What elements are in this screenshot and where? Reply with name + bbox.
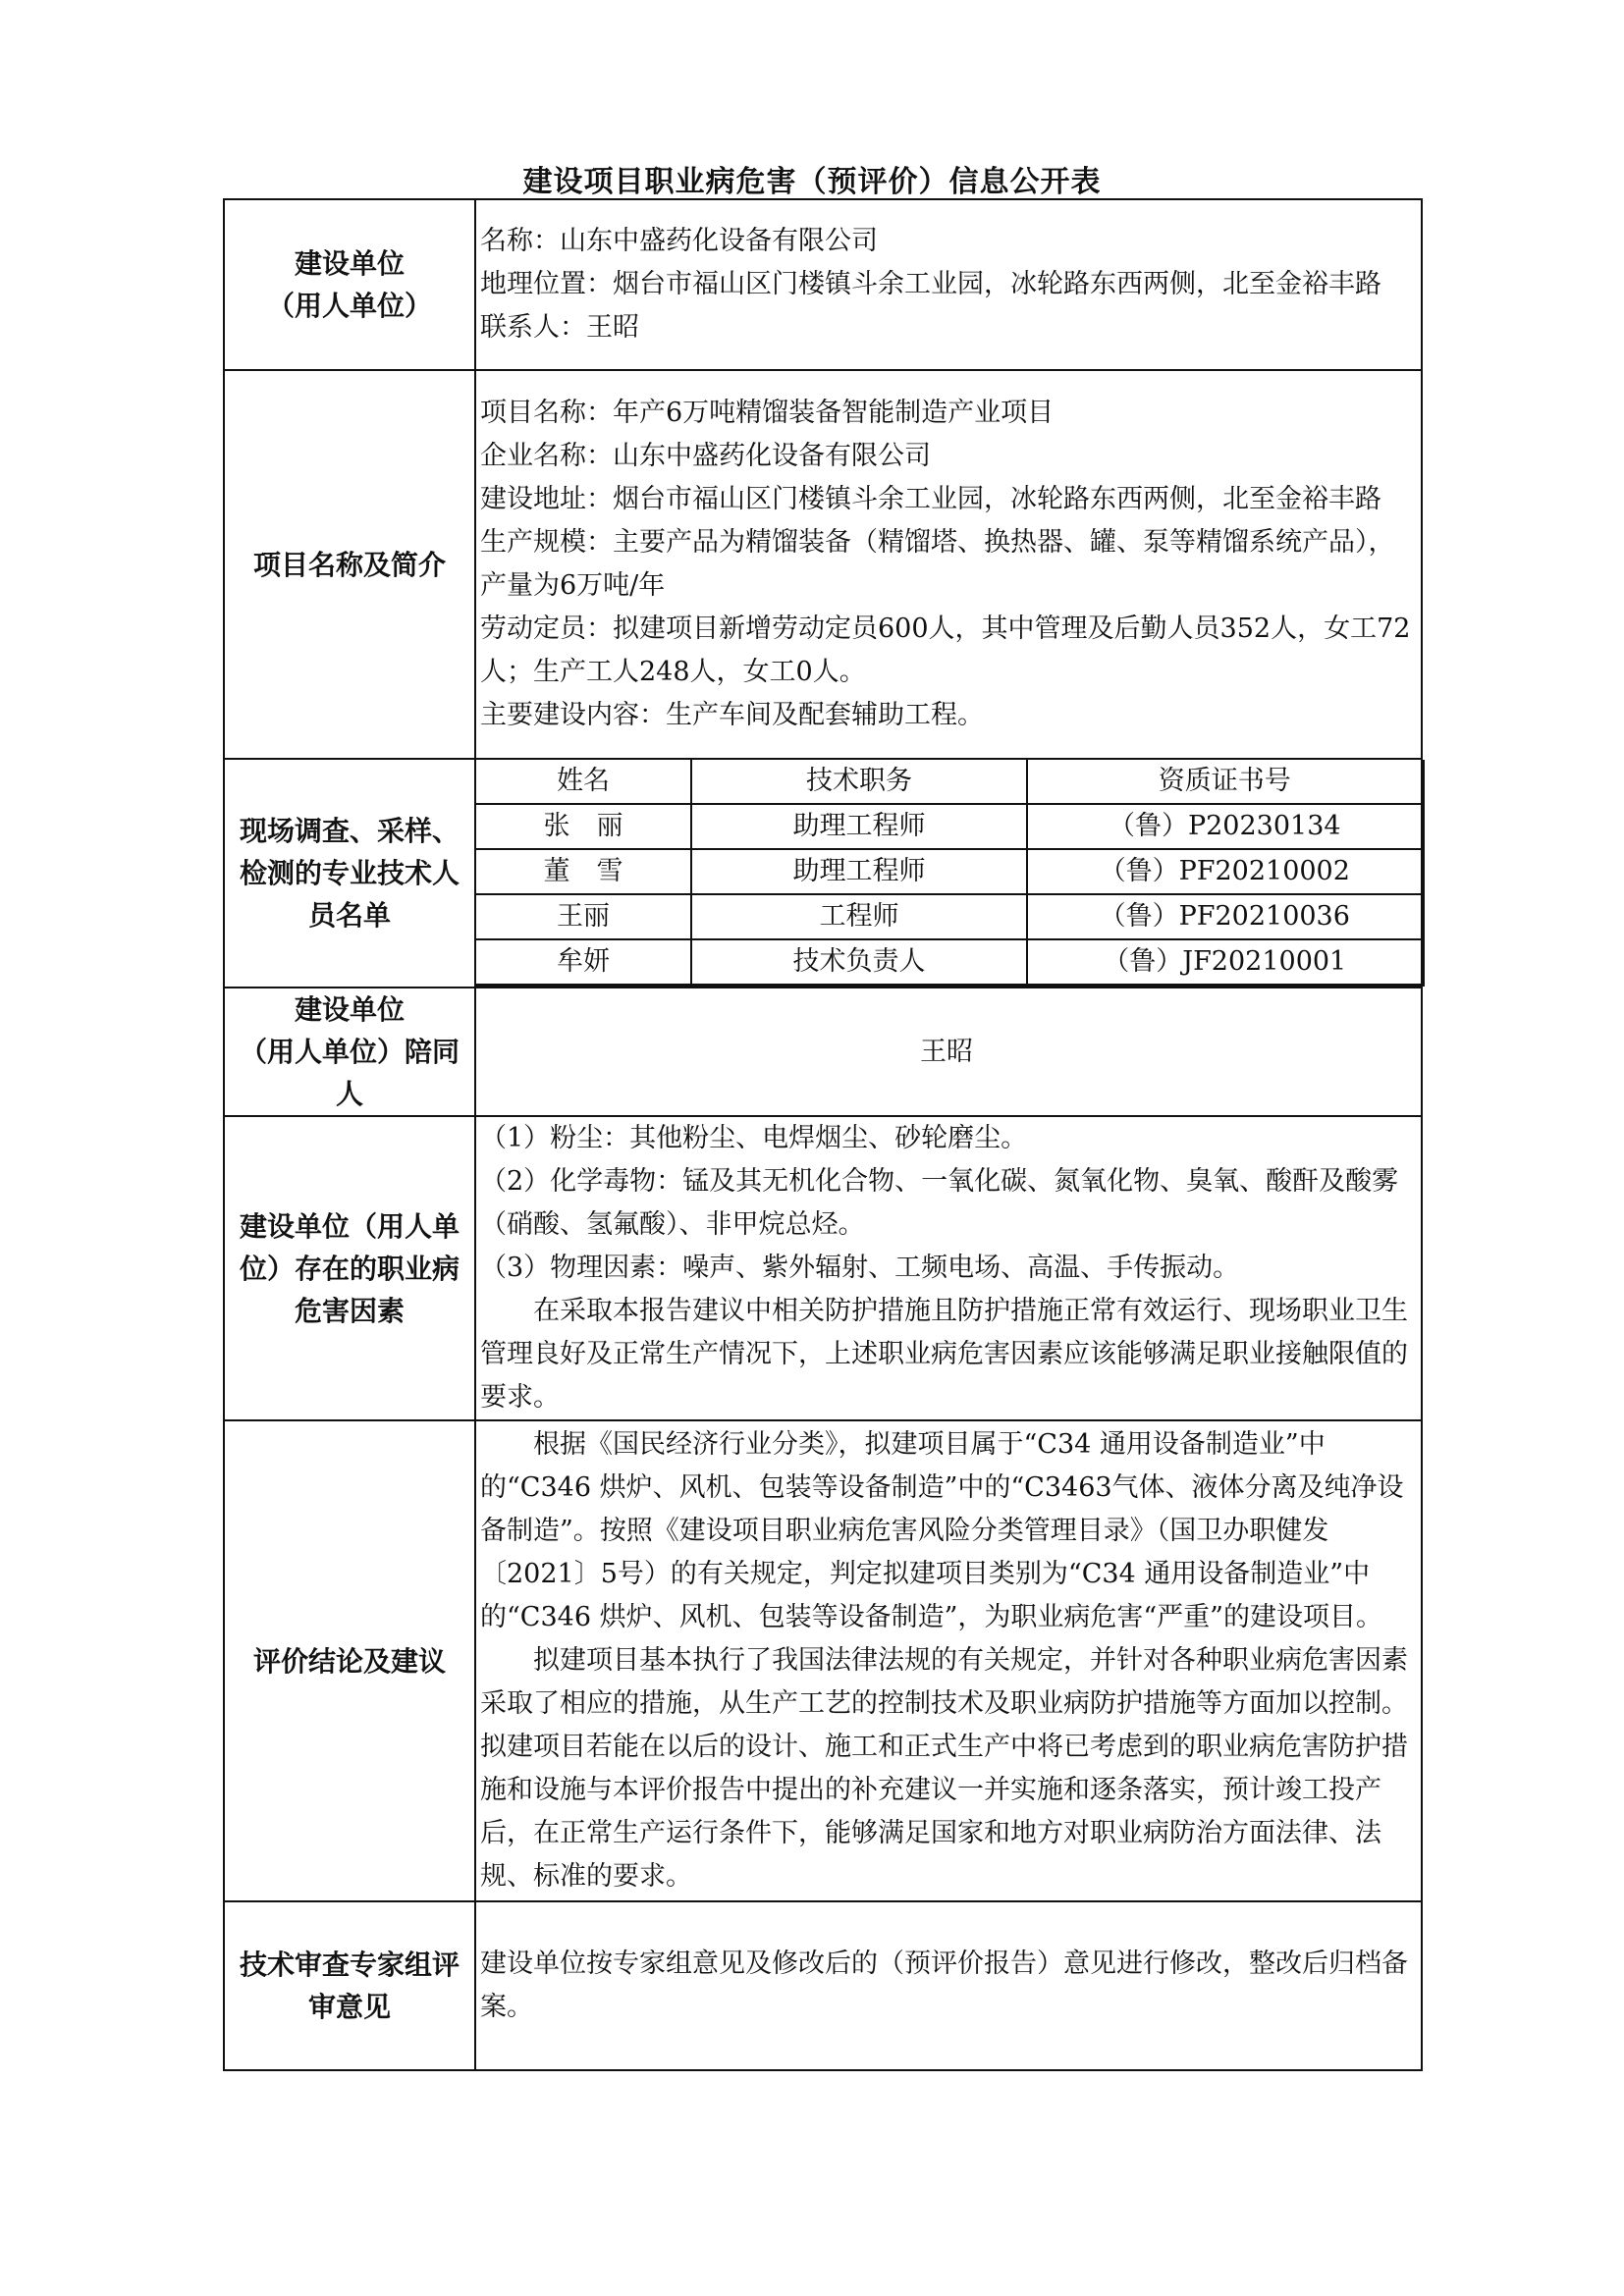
project-content-line: 主要建设内容：生产车间及配套辅助工程。 (480, 700, 984, 730)
hazard-dust-line: （1）粉尘：其他粉尘、电焊烟尘、砂轮磨尘。 (480, 1123, 1028, 1153)
staff-table-row (476, 804, 1423, 849)
review-row (224, 1901, 1422, 2070)
companion-label-cell (224, 988, 475, 1116)
staff-row (224, 759, 1422, 988)
staff-header-cert: 资质证书号 (1027, 760, 1423, 804)
staff-table-row (476, 939, 1423, 986)
hazards-row (224, 1116, 1422, 1420)
hazards-label: 建设单位（用人单位）存在的职业病危害因素 (239, 1209, 460, 1327)
staff-title: 助理工程师 (691, 804, 1027, 849)
staff-cert: （鲁）PF20210002 (1027, 849, 1423, 894)
staff-header-title: 技术职务 (691, 760, 1027, 804)
review-label-cell (224, 1901, 475, 2070)
unit-label-line-1: 建设单位 (294, 247, 405, 280)
staff-table-row (476, 894, 1423, 939)
review-text: 建设单位按专家组意见及修改后的（预评价报告）意见进行修改，整改后归档备案。 (480, 1949, 1408, 2022)
staff-title: 助理工程师 (691, 849, 1027, 894)
project-row (224, 370, 1422, 759)
companion-value: 王昭 (920, 1036, 973, 1067)
conclusion-label-cell (224, 1420, 475, 1901)
project-address-line: 建设地址：烟台市福山区门楼镇斗余工业园，冰轮路东西两侧，北至金裕丰路 (480, 484, 1381, 514)
project-scale-line: 生产规模：主要产品为精馏装备（精馏塔、换热器、罐、泵等精馏系统产品），产量为6万吨/年 (480, 527, 1395, 601)
staff-content-cell (475, 759, 1422, 988)
project-content-cell (475, 370, 1422, 759)
hazard-physical-line: （3）物理因素：噪声、紫外辐射、工频电场、高温、手传振动。 (480, 1253, 1240, 1283)
conclusion-paragraph-2: 拟建项目基本执行了我国法律法规的有关规定，并针对各种职业病危害因素采取了相应的措施，从生产工艺的控制技术及职业病防护措施等方面加以控制。拟建项目若能在以后的设计、施工和正式生产中将已考虑到的职业病危害防护措施和设施与本评价报告中提出的补充建议一并实施和逐条落实，预计竣工投产后，在正常生产运行条件下，能够满足国家和地方对职业病防治方面法律、法规、标准的要求。 (480, 1645, 1408, 1892)
companion-value-cell (475, 988, 1422, 1116)
project-label: 项目名称及简介 (252, 548, 446, 581)
staff-header-row (476, 760, 1423, 804)
staff-name: 董 雪 (476, 849, 691, 894)
project-name-line: 项目名称：年产6万吨精馏装备智能制造产业项目 (480, 398, 1055, 428)
staff-label: 现场调查、采样、检测的专业技术人员名单 (239, 815, 460, 932)
review-content-cell (475, 1901, 1422, 2070)
project-company-line: 企业名称：山东中盛药化设备有限公司 (480, 441, 931, 471)
unit-name-line: 名称：山东中盛药化设备有限公司 (480, 226, 878, 256)
companion-label-line-1: 建设单位 (294, 993, 405, 1026)
staff-cert: （鲁）JF20210001 (1027, 939, 1423, 986)
staff-cert: （鲁）PF20210036 (1027, 894, 1423, 939)
conclusion-label: 评价结论及建议 (252, 1644, 446, 1678)
unit-row (224, 199, 1422, 370)
disclosure-table (223, 198, 1423, 2071)
conclusion-content-cell (475, 1420, 1422, 1901)
project-staffing-line: 劳动定员：拟建项目新增劳动定员600人，其中管理及后勤人员352人，女工72人；生产工人248人，女工0人。 (480, 614, 1411, 687)
staff-name: 牟妍 (476, 939, 691, 986)
staff-label-cell (224, 759, 475, 988)
page-title: 建设项目职业病危害（预评价）信息公开表 (522, 165, 1102, 199)
conclusion-paragraph-1: 根据《国民经济行业分类》，拟建项目属于“C34 通用设备制造业”中的“C346 烘炉、风机、包装等设备制造”中的“C3463气体、液体分离及纯净设备制造”。按照《建设项目职业病危害风险分类管理目录》（国卫办职健发〔2021〕5号）的有关规定，判定拟建项目类别为“C34 通用设备制造业”中的“C346 烘炉、风机、包装等设备制造”，为职业病危害“严重”的建设项目。 (480, 1429, 1404, 1632)
hazard-chemical-line: （2）化学毒物：锰及其无机化合物、一氧化碳、氮氧化物、臭氧、酸酐及酸雾（硝酸、氢氟酸）、非甲烷总烃。 (480, 1166, 1399, 1240)
unit-content-cell (475, 199, 1422, 370)
staff-title: 工程师 (691, 894, 1027, 939)
review-label: 技术审查专家组评审意见 (239, 1949, 460, 2023)
staff-header-name: 姓名 (476, 760, 691, 804)
staff-name: 张 丽 (476, 804, 691, 849)
companion-label-line-2: （用人单位）陪同人 (239, 1036, 460, 1110)
companion-row (224, 988, 1422, 1116)
unit-contact-line: 联系人：王昭 (480, 312, 639, 343)
hazards-note: 在采取本报告建议中相关防护措施且防护措施正常有效运行、现场职业卫生管理良好及正常生产情况下，上述职业病危害因素应该能够满足职业接触限值的要求。 (480, 1296, 1408, 1413)
project-label-cell (224, 370, 475, 759)
staff-table (476, 760, 1425, 987)
conclusion-row (224, 1420, 1422, 1901)
staff-title: 技术负责人 (691, 939, 1027, 986)
unit-label-cell (224, 199, 475, 370)
staff-table-row (476, 849, 1423, 894)
staff-name: 王丽 (476, 894, 691, 939)
staff-cert: （鲁）P20230134 (1027, 804, 1423, 849)
hazards-label-cell (224, 1116, 475, 1420)
unit-label-line-2: （用人单位） (266, 290, 432, 322)
hazards-content-cell (475, 1116, 1422, 1420)
unit-location-line: 地理位置：烟台市福山区门楼镇斗余工业园，冰轮路东西两侧，北至金裕丰路 (480, 269, 1381, 299)
